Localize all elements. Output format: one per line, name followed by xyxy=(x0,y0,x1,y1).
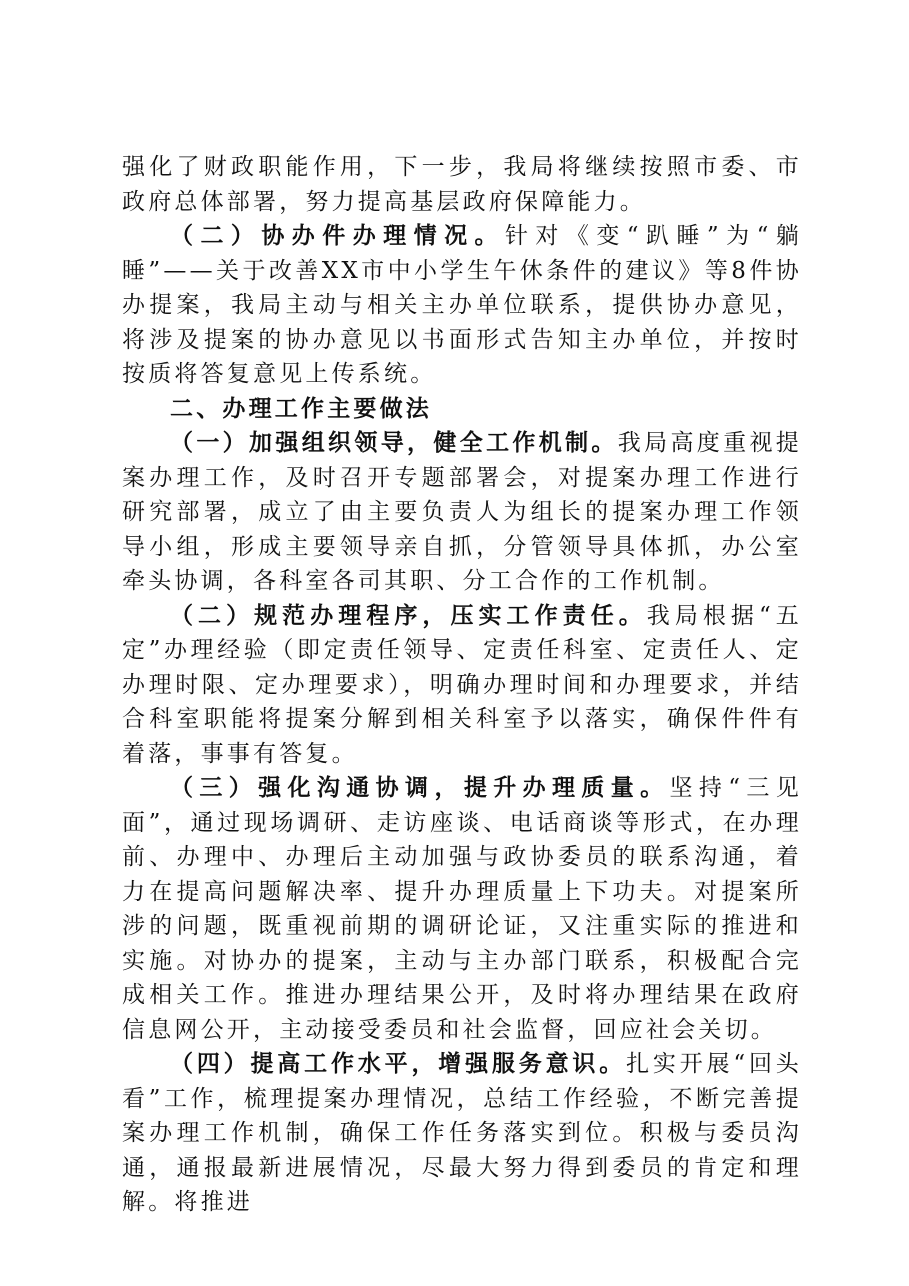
paragraph-organization-leadership xyxy=(122,426,802,599)
section-heading: 二、办理工作主要做法 xyxy=(170,394,432,422)
paragraph-body: 我局根据“五定”办理经验（即定责任领导、定责任科室、定责任人、定办理时限、定办理要求），明确办理时间和办理要求，并结合科室职能将提案分解到相关科室予以落实，确保件件有着落，事事有答复。 xyxy=(122,602,802,767)
document-body xyxy=(122,150,802,1220)
paragraph-continuation: 强化了财政职能作用，下一步，我局将继续按照市委、市政府总体部署，努力提高基层政府保障能力。 xyxy=(122,154,802,215)
paragraph-lead: （四）提高工作水平，增强服务意识。 xyxy=(170,1050,627,1077)
paragraph-body: 扎实开展“回头看”工作，梳理提案办理情况，总结工作经验，不断完善提案办理工作机制，确保工作任务落实到位。积极与委员沟通，通报最新进展情况，尽最大努力得到委员的肯定和理解。将推进 xyxy=(122,1051,802,1215)
paragraph-lead: （一）加强组织领导，健全工作机制。 xyxy=(170,429,618,456)
paragraph-body: 我局高度重视提案办理工作，及时召开专题部署会，对提案办理工作进行研究部署，成立了由主要负责人为组长的提案办理工作领导小组，形成主要领导亲自抓，分管领导具体抓，办公室牵头协调，各科室各司其职、分工合作的工作机制。 xyxy=(122,430,802,594)
paragraph-standardize-procedure xyxy=(122,599,802,772)
paragraph-communication xyxy=(122,771,802,1047)
paragraph-service-awareness xyxy=(122,1047,802,1220)
paragraph-body: 针对《变“趴睡”为“躺睡”——关于改善XX市中小学生午休条件的建议》等8件协办提案，我局主动与相关主办单位联系，提供协办意见，将涉及提案的协办意见以书面形式告知主办单位，并按时按质将答复意见上传系统。 xyxy=(122,223,802,387)
paragraph-lead: （二）协办件办理情况。 xyxy=(170,222,505,249)
paragraph-body: 坚持“三见面”，通过现场调研、走访座谈、电话商谈等形式，在办理前、办理中、办理后主动加强与政协委员的联系沟通，着力在提高问题解决率、提升办理质量上下功夫。对提案所涉的问题，既重视前期的调研论证，又注重实际的推进和实施。对协办的提案，主动与主办部门联系，积极配合完成相关工作。推进办理结果公开，及时将办理结果在政府信息网公开，主动接受委员和社会监督，回应社会关切。 xyxy=(122,775,802,1043)
paragraph-lead: （二）规范办理程序，压实工作责任。 xyxy=(170,601,647,629)
paragraph-co-handled-proposals xyxy=(122,219,802,392)
paragraph-lead: （三）强化沟通协调，提升办理质量。 xyxy=(170,774,670,801)
